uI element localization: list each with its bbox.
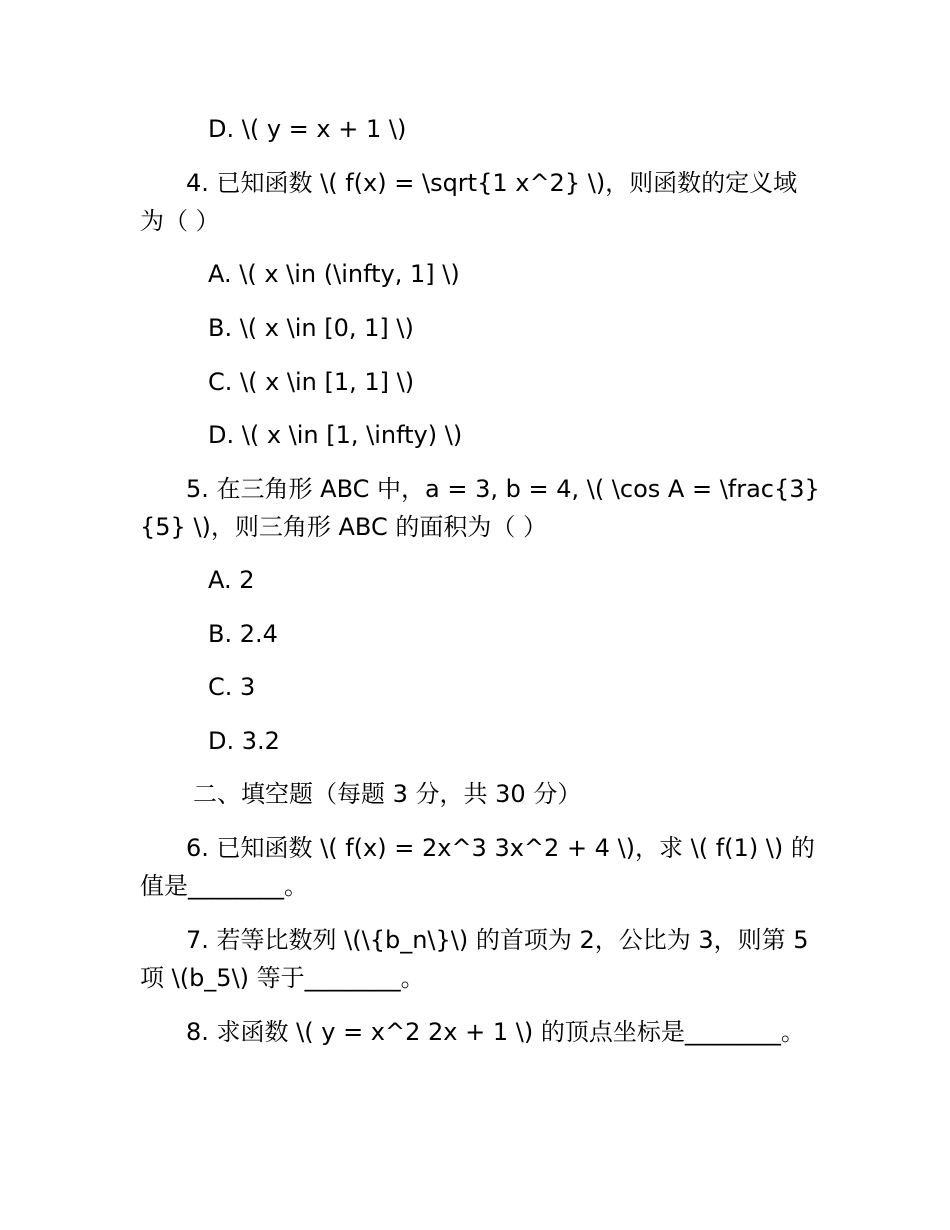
q4-stem-line1: 4. 已知函数 \( f(x) = \sqrt{1 x^2} \)，则函数的定义域: [186, 169, 798, 197]
q4-stem-line2: 为（ ）: [140, 207, 220, 235]
q4-option-a: A. \( x \in (\infty, 1] \): [208, 260, 460, 288]
q5-stem-line1: 5. 在三角形 ABC 中，a = 3, b = 4, \( \cos A = \frac{3}: [186, 475, 820, 503]
q5-option-a: A. 2: [208, 566, 255, 594]
q7-stem-line2: 项 \(b_5\) 等于________。: [140, 964, 425, 992]
q4-option-c: C. \( x \in [1, 1] \): [208, 368, 415, 396]
q5-stem-line2: {5} \)，则三角形 ABC 的面积为（ ）: [140, 513, 547, 541]
section-heading-fill-in: 二、填空题（每题 3 分，共 30 分）: [193, 780, 582, 808]
q4-option-b: B. \( x \in [0, 1] \): [208, 314, 414, 342]
q5-option-c: C. 3: [208, 673, 256, 701]
q5-option-b: B. 2.4: [208, 620, 278, 648]
q6-stem-line2: 值是________。: [140, 872, 308, 900]
q5-option-d: D. 3.2: [208, 727, 280, 755]
q8-stem-line1: 8. 求函数 \( y = x^2 2x + 1 \) 的顶点坐标是________。: [186, 1018, 805, 1046]
q7-stem-line1: 7. 若等比数列 \(\{b_n\}\) 的首项为 2，公比为 3，则第 5: [186, 926, 809, 954]
q4-option-d: D. \( x \in [1, \infty) \): [208, 421, 463, 449]
q6-stem-line1: 6. 已知函数 \( f(x) = 2x^3 3x^2 + 4 \)，求 \( f(1) \) 的: [186, 834, 815, 862]
q3-option-d: D. \( y = x + 1 \): [208, 115, 407, 143]
